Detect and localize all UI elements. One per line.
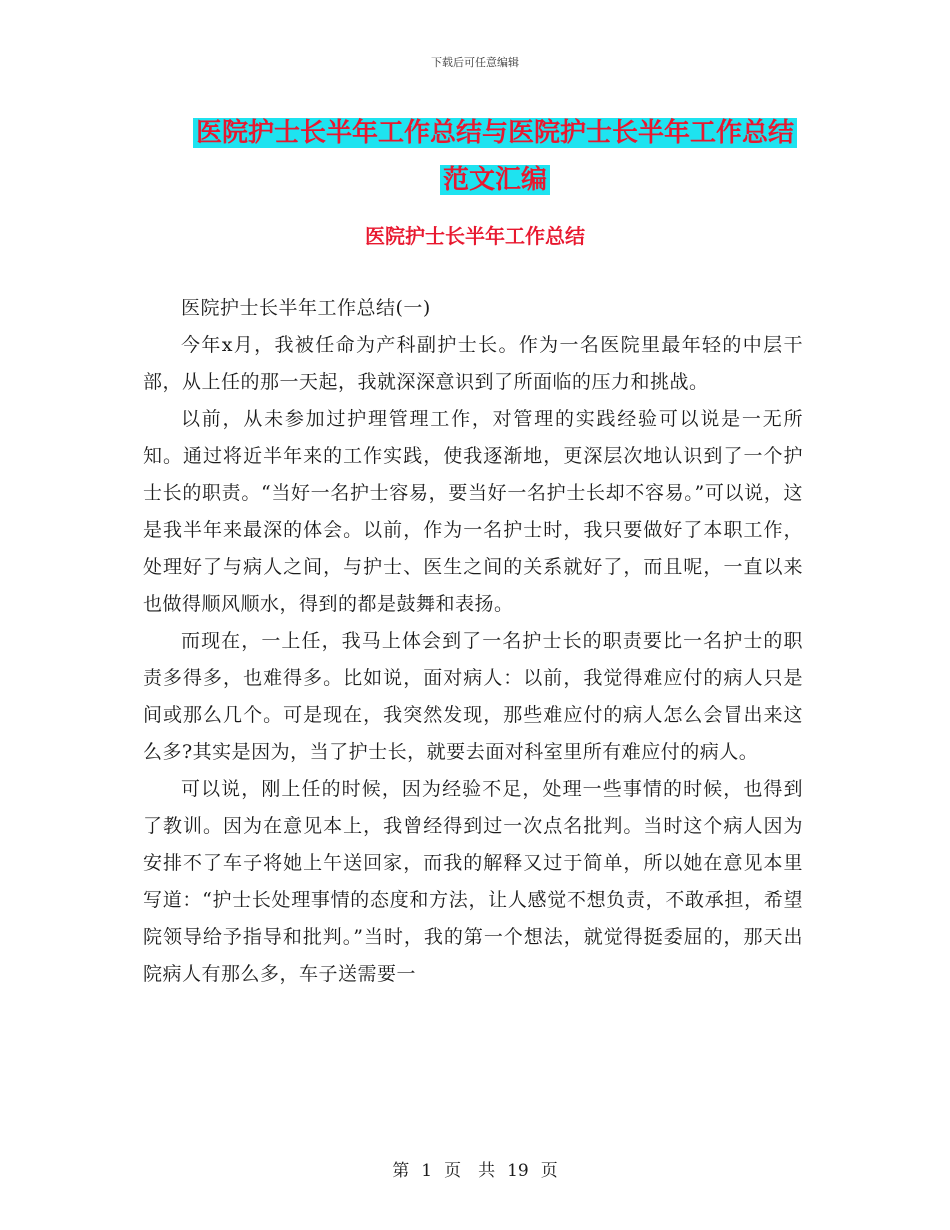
title-line-1: 医院护士长半年工作总结与医院护士长半年工作总结 [193, 118, 797, 148]
section-title: 医院护士长半年工作总结 [365, 224, 585, 248]
page-current: 1 [421, 1161, 433, 1181]
paragraph-subtitle: 医院护士长半年工作总结(一) [181, 297, 431, 319]
page-label-mid: 页 共 [444, 1161, 496, 1181]
page-label-suffix: 页 [540, 1161, 558, 1181]
page-total: 19 [507, 1161, 529, 1181]
page-label-prefix: 第 [392, 1161, 410, 1181]
page-footer [0, 1156, 950, 1181]
paragraph: 今年x月，我被任命为产科副护士长。作为一名医院里最年轻的中层干部，从上任的那一天起，我就深深意识到了所面临的压力和挑战。 [143, 334, 803, 393]
document-body [143, 290, 803, 993]
document-title [145, 110, 845, 204]
paragraph: 可以说，刚上任的时候，因为经验不足，处理一些事情的时候，也得到了教训。因为在意见本上，我曾经得到过一次点名批判。当时这个病人因为安排不了车子将她上午送回家，而我的解释又过于简单，所以她在意见本里写道：“护士长处理事情的态度和方法，让人感觉不想负责，不敢承担，希望院领导给予指导和批判。”当时，我的第一个想法，就觉得挺委屈的，那天出院病人有那么多，车子送需要一 [143, 778, 803, 985]
header-note: 下载后可任意编辑 [431, 56, 519, 69]
title-line-2: 范文汇编 [440, 165, 550, 195]
paragraph: 而现在，一上任，我马上体会到了一名护士长的职责要比一名护士的职责多得多，也难得多。比如说，面对病人：以前，我觉得难应付的病人只是间或那么几个。可是现在，我突然发现，那些难应付的病人怎么会冒出来这么多?其实是因为，当了护士长，就要去面对科室里所有难应付的病人。 [143, 630, 803, 763]
paragraph: 以前，从未参加过护理管理工作，对管理的实践经验可以说是一无所知。通过将近半年来的工作实践，使我逐渐地，更深层次地认识到了一个护士长的职责。“当好一名护士容易，要当好一名护士长却不容易。”可以说，这是我半年来最深的体会。以前，作为一名护士时，我只要做好了本职工作，处理好了与病人之间，与护士、医生之间的关系就好了，而且呢，一直以来也做得顺风顺水，得到的都是鼓舞和表扬。 [143, 408, 803, 615]
